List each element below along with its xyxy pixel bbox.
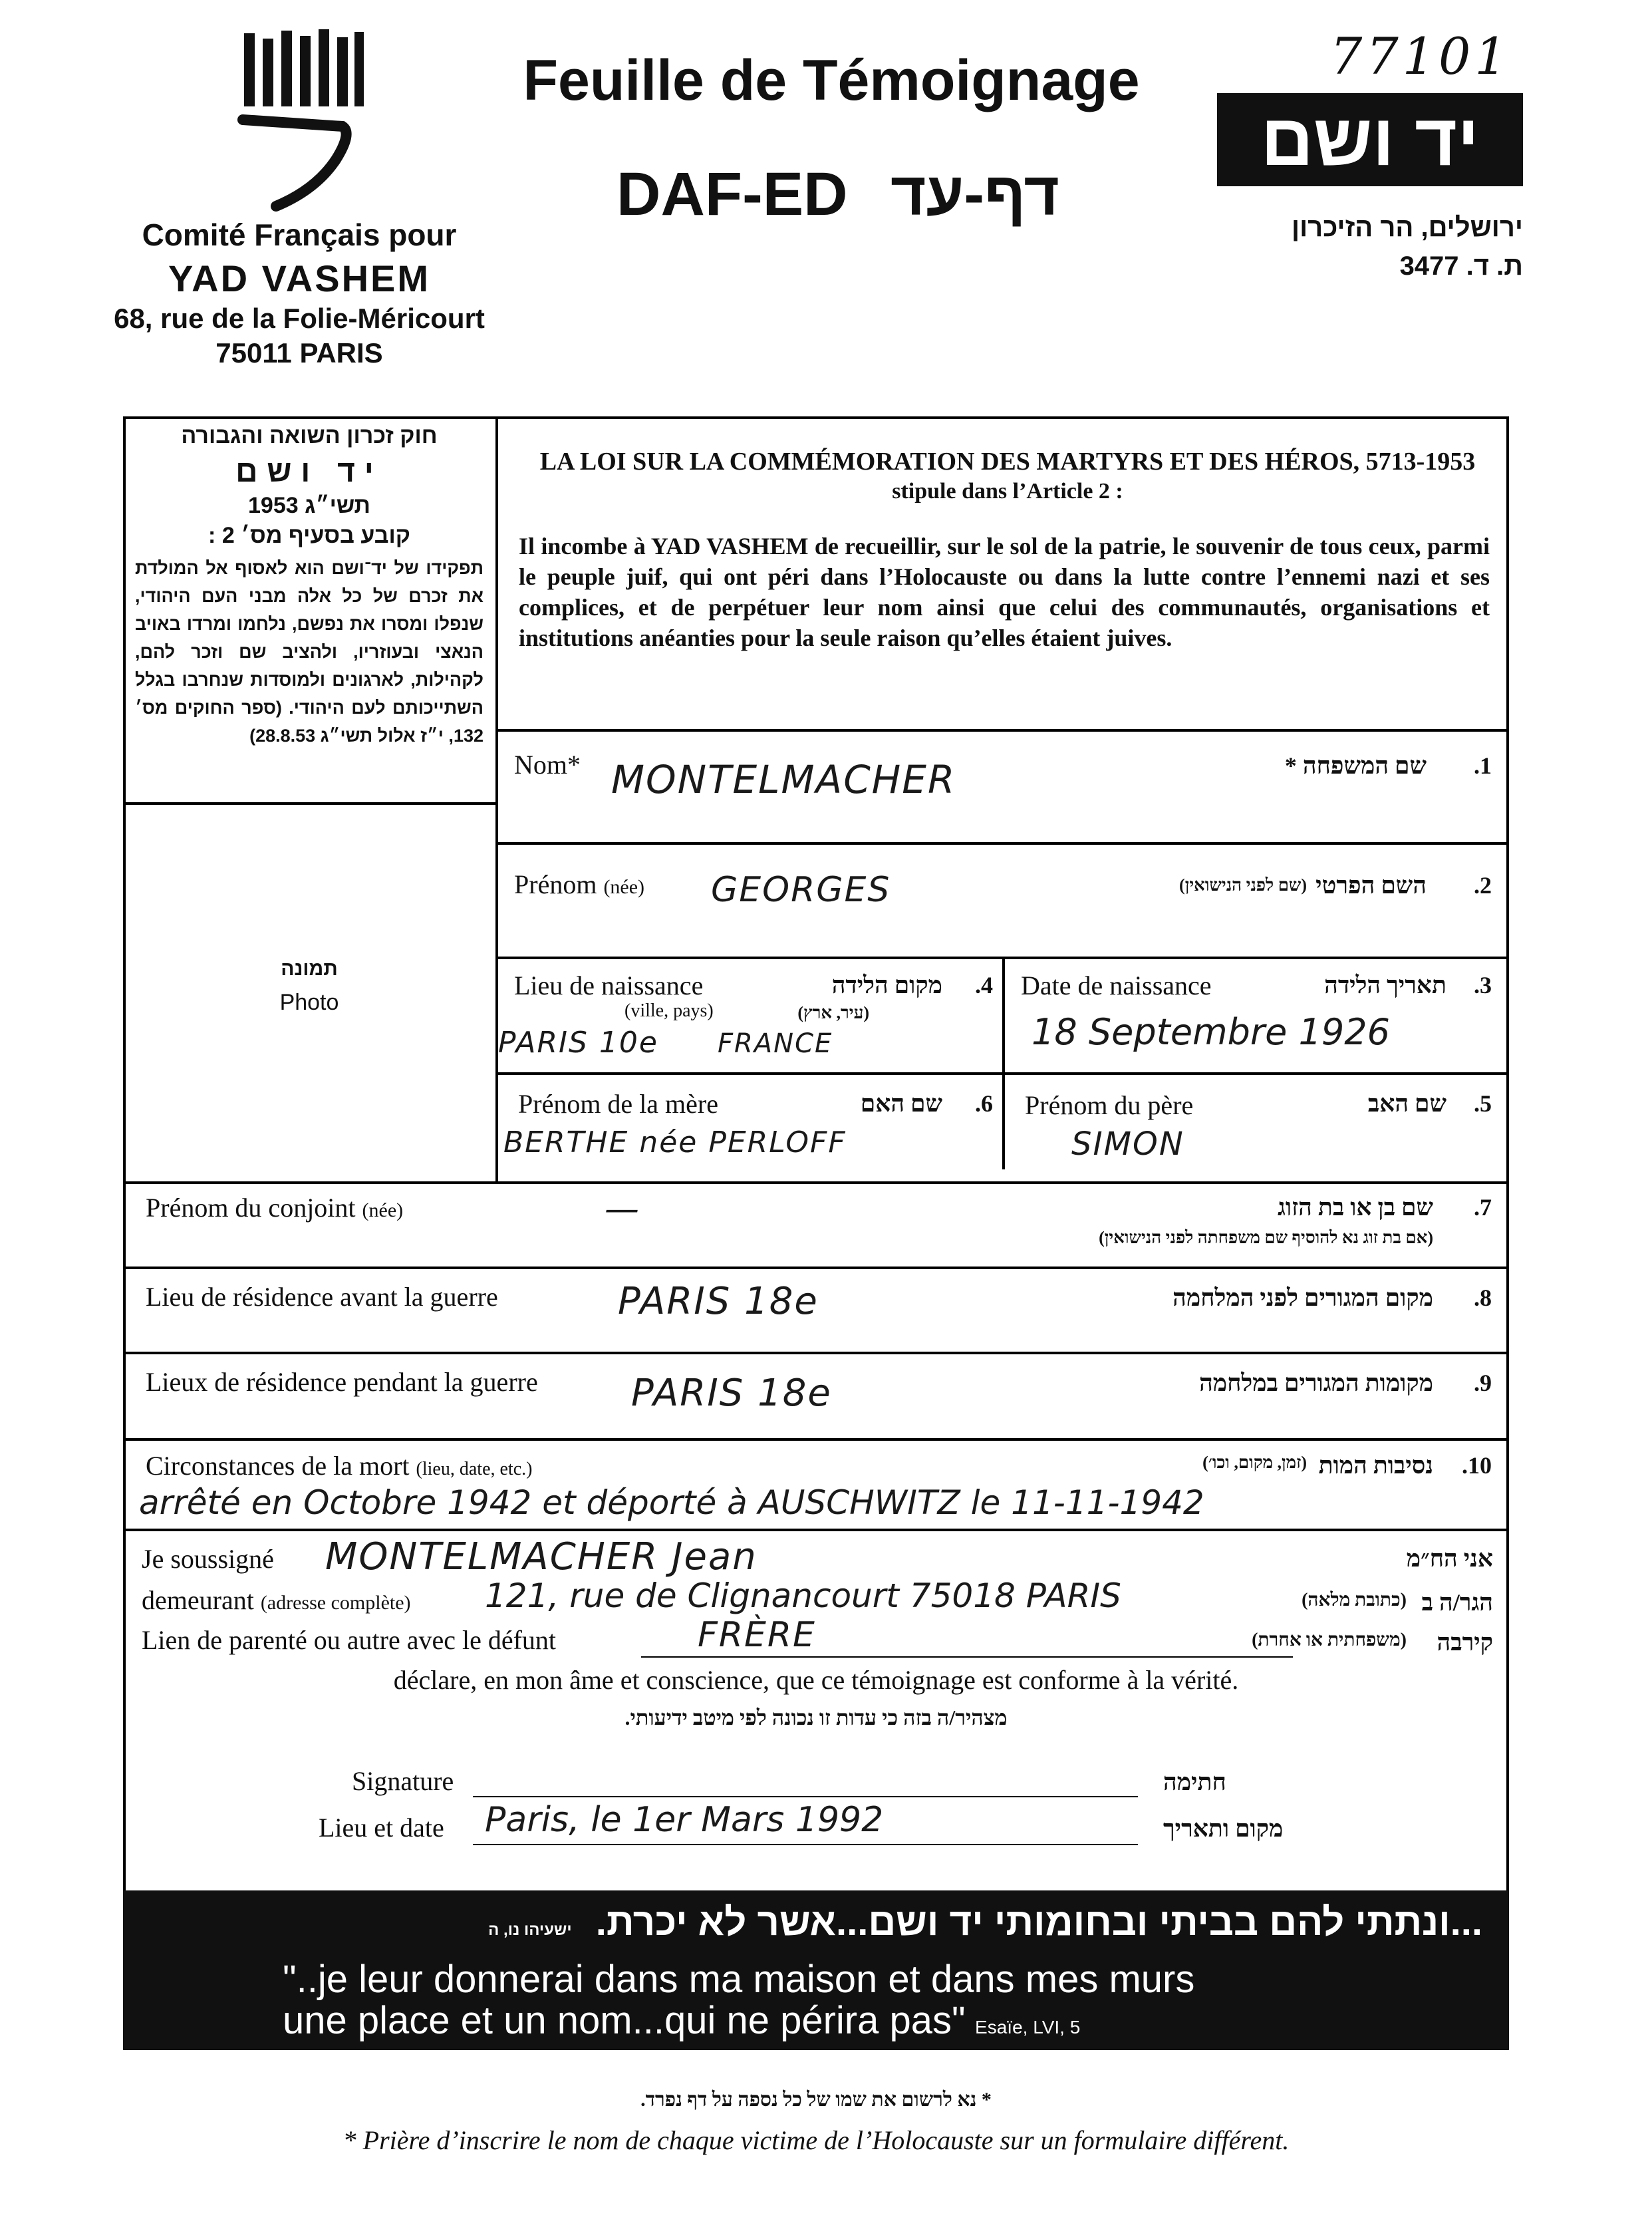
- field-10-hebrew: נסיבות המות: [1318, 1452, 1433, 1479]
- org-line-3: 68, rue de la Folie-Méricourt: [114, 303, 485, 334]
- law-hebrew-line-3: תשי״ג 1953: [248, 493, 370, 518]
- form-name-hebrew: דף-עד: [891, 160, 1059, 228]
- place-date-label: Lieu et date: [319, 1813, 444, 1843]
- field-8-value[interactable]: PARIS 18e: [618, 1280, 819, 1323]
- law-hebrew-divider: [123, 802, 497, 805]
- place-date-hebrew: מקום ותאריך: [1163, 1815, 1284, 1842]
- field-10-hebrew-small: (זמן, מקום, וכו׳): [1202, 1453, 1307, 1472]
- field-4-label-small: (ville, pays): [624, 1000, 714, 1021]
- field-4-hebrew-small: (עיר, ארץ): [797, 1003, 869, 1022]
- witness-relation-line: [641, 1656, 1293, 1658]
- field-6-hebrew: שם האם: [860, 1090, 942, 1117]
- field-8-row: [126, 1269, 1506, 1352]
- field-7-label-small: (née): [362, 1199, 404, 1221]
- field-10-number: .10: [1462, 1452, 1492, 1479]
- field-7-label: [146, 1192, 403, 1223]
- field-1-number: .1: [1474, 752, 1492, 779]
- field-8-label: Lieu de résidence avant la guerre: [146, 1282, 498, 1312]
- field-6-cell: [498, 1075, 1002, 1169]
- field-1-hebrew: שם המשפחה *: [1284, 752, 1427, 779]
- banner-hebrew-ref: ישעיהו נו, ה: [488, 1921, 572, 1939]
- field-9-number: .9: [1474, 1370, 1492, 1396]
- field-7-label-text: Prénom du conjoint: [146, 1193, 356, 1223]
- field-5-number: .5: [1474, 1090, 1492, 1117]
- law-french-subtitle: stipule dans l’Article 2 :: [892, 479, 1123, 504]
- signature-hebrew: חתימה: [1163, 1769, 1226, 1795]
- witness-relation-value[interactable]: FRÈRE: [698, 1615, 816, 1655]
- field-4-cell: [498, 959, 1002, 1074]
- field-3-value[interactable]: 18 Septembre 1926: [1032, 1011, 1390, 1053]
- footer-hebrew-note: * נא לרשום את שמו של כל נספה על דף נפרד.: [640, 2089, 992, 2111]
- field-4-value-country[interactable]: FRANCE: [718, 1028, 833, 1059]
- law-french-body: Il incombe à YAD VASHEM de recueillir, sur le sol de la patrie, le souvenir de tous ceux, parmi le peuple juif, qui ont péri dans l’Holocauste ou dans la lutte contre l’ennemi nazi et ses complices, et de perpétuer leur nom ainsi que celui des communautés, organisations et institutions anéanties pour la seule raison qu’elles étaient juives.: [519, 533, 1490, 651]
- witness-name-label: Je soussigné: [142, 1544, 274, 1574]
- field-8-hebrew: מקום המגורים לפני המלחמה: [1172, 1284, 1433, 1311]
- footer-french-note: * Prière d’inscrire le nom de chaque victime de l’Holocauste sur un formulaire différent.: [343, 2125, 1290, 2155]
- form-name-latin: DAF-ED: [617, 160, 848, 228]
- hebrew-address-line-1: ירושלים, הר הזיכרון: [1292, 213, 1523, 242]
- field-7-value[interactable]: —: [605, 1189, 640, 1229]
- place-date-value[interactable]: Paris, le 1er Mars 1992: [485, 1800, 884, 1840]
- law-hebrew-line-4: קובע בסעיף מס׳ 2 :: [208, 523, 410, 548]
- banner-french-line-1: "..je leur donnerai dans ma maison et dans mes murs: [283, 1958, 1195, 2001]
- field-3-cell: [1005, 959, 1506, 1074]
- field-10-label-small: (lieu, date, etc.): [416, 1459, 533, 1479]
- field-2-hebrew-small: (שם לפני הנישואין): [1179, 875, 1307, 895]
- hebrew-address-line-2: ת. ד. 3477: [1399, 251, 1523, 281]
- field-2-hebrew: השם הפרטי: [1315, 872, 1427, 899]
- field-8-number: .8: [1474, 1284, 1492, 1311]
- banner-reference: Esaïe, LVI, 5: [975, 2017, 1081, 2037]
- scripture-banner: [123, 1890, 1509, 2050]
- field-2-label-text: Prénom: [514, 869, 597, 899]
- field-3-hebrew: תאריך הלידה: [1324, 972, 1446, 998]
- field-4-value-city[interactable]: PARIS 10e: [498, 1026, 658, 1060]
- field-9-hebrew: מקומות המגורים במלחמה: [1199, 1370, 1433, 1396]
- field-5-label: Prénom du père: [1025, 1090, 1194, 1120]
- witness-relation-hebrew-small: (משפחתית או אחרת): [1252, 1630, 1407, 1650]
- law-french-box: [519, 447, 1496, 653]
- witness-address-hebrew-small: (כתובת מלאה): [1302, 1590, 1407, 1610]
- law-hebrew-box: [130, 423, 489, 802]
- witness-address-hebrew: הגר/ה ב: [1421, 1589, 1493, 1616]
- photo-hebrew-label: תמונה: [281, 958, 338, 980]
- org-line-1: Comité Français pour: [142, 218, 457, 252]
- field-7-hebrew-small: (אם בת זוג נא להוסיף שם משפחתה לפני הנישואין): [1099, 1228, 1433, 1247]
- witness-name-value[interactable]: MONTELMACHER Jean: [325, 1535, 757, 1578]
- witness-address-value[interactable]: 121, rue de Clignancourt 75018 PARIS: [485, 1576, 1121, 1615]
- photo-label: Photo: [279, 990, 339, 1015]
- photo-area: [130, 958, 489, 1016]
- witness-relation-label: Lien de parenté ou autre avec le défunt: [142, 1625, 557, 1655]
- field-2-value[interactable]: GEORGES: [711, 870, 891, 910]
- field-4-hebrew: מקום הלידה: [831, 972, 942, 998]
- handwritten-file-number: 77101: [1330, 27, 1511, 86]
- witness-section: [126, 1531, 1506, 1904]
- org-line-2: YAD VASHEM: [168, 257, 431, 299]
- law-french-title: LA LOI SUR LA COMMÉMORATION DES MARTYRS ET DES HÉROS, 5713-1953: [539, 448, 1476, 476]
- field-5-value[interactable]: SIMON: [1071, 1125, 1184, 1163]
- form-name: [572, 160, 1104, 229]
- field-9-row: [126, 1354, 1506, 1437]
- field-10-label: [146, 1450, 532, 1481]
- witness-address-label: [142, 1584, 411, 1616]
- field-4-label: Lieu de naissance: [514, 970, 704, 1000]
- field-10-label-text: Circonstances de la mort: [146, 1451, 410, 1481]
- field-10-row: [126, 1441, 1506, 1527]
- field-2-label-small: (née): [603, 876, 645, 898]
- field-6-label: Prénom de la mère: [518, 1089, 718, 1119]
- field-6-value[interactable]: BERTHE née PERLOFF: [503, 1125, 847, 1159]
- banner-french-line-2-wrap: [283, 1998, 1080, 2043]
- signature-label: Signature: [352, 1766, 454, 1796]
- field-9-label: Lieux de résidence pendant la guerre: [146, 1367, 538, 1397]
- org-address-block: [100, 217, 499, 369]
- field-1-label: Nom*: [514, 750, 581, 780]
- witness-name-hebrew: אני הח״מ: [1406, 1545, 1493, 1572]
- witness-relation-hebrew: קירבה: [1437, 1629, 1493, 1656]
- place-date-line: [473, 1844, 1138, 1845]
- witness-address-label-text: demeurant: [142, 1585, 254, 1615]
- law-hebrew-line-1: חוק זכרון השואה והגבורה: [181, 423, 438, 448]
- field-3-label: Date de naissance: [1021, 970, 1212, 1000]
- field-2-label: [514, 869, 644, 900]
- declaration-hebrew: מצהיר/ה בזה כי עדות זו נכונה לפי מיטב ידיעותי.: [624, 1706, 1008, 1729]
- field-7-row: [126, 1184, 1506, 1267]
- field-6-number: .6: [975, 1090, 993, 1117]
- witness-address-label-small: (adresse complète): [260, 1592, 411, 1614]
- page-title: Feuille de Témoignage: [523, 49, 1140, 112]
- signature-line[interactable]: [473, 1796, 1138, 1797]
- declaration-text: déclare, en mon âme et conscience, que ce témoignage est conforme à la vérité.: [393, 1665, 1239, 1695]
- field-2-number: .2: [1474, 872, 1492, 899]
- field-7-hebrew: שם בן או בת הזוג: [1278, 1194, 1433, 1221]
- banner-hebrew-verse: [488, 1900, 1482, 1944]
- field-3-number: .3: [1474, 972, 1492, 998]
- banner-hebrew-text: ...ונתתי להם בביתי ובחומותי יד ושם...אשר לא יכרת.: [595, 1900, 1482, 1944]
- yad-vashem-menorah-logo: [236, 27, 369, 213]
- banner-french-line-2: une place et un nom...qui ne périra pas": [283, 1999, 966, 2042]
- field-5-hebrew: שם האב: [1367, 1090, 1446, 1117]
- field-10-value[interactable]: arrêté en Octobre 1942 et déporté à AUSCHWITZ le 11-11-1942: [139, 1483, 1204, 1522]
- field-2-row: [498, 845, 1506, 957]
- yad-vashem-hebrew-logo: [1217, 93, 1523, 186]
- field-4-number: .4: [975, 972, 993, 998]
- org-line-4: 75011 PARIS: [215, 337, 383, 369]
- law-hebrew-line-2: יד ושם: [235, 454, 383, 488]
- field-7-number: .7: [1474, 1194, 1492, 1221]
- field-1-row: [498, 732, 1506, 843]
- field-5-cell: [1005, 1075, 1506, 1169]
- hebrew-logo-text: יד ושם: [1260, 98, 1480, 181]
- field-9-value[interactable]: PARIS 18e: [631, 1372, 832, 1415]
- law-hebrew-body: תפקידו של יד־ושם הוא לאסוף אל המולדת את זכרם של כל אלה מבני העם היהודי, שנפלו ומסרו את נפשם, נלחמו ומרדו באויב הנאצי ובעוזריו, ולהציב שם וזכר להם, לקהילות, לארגונים ולמוסדות שנחרבו בגלל השתייכותם לעם היהודי. (ספר החוקים מס׳ 132, י״ז אלול תשי״ג 28.8.53): [135, 558, 483, 746]
- field-1-value[interactable]: MONTELMACHER: [611, 757, 956, 802]
